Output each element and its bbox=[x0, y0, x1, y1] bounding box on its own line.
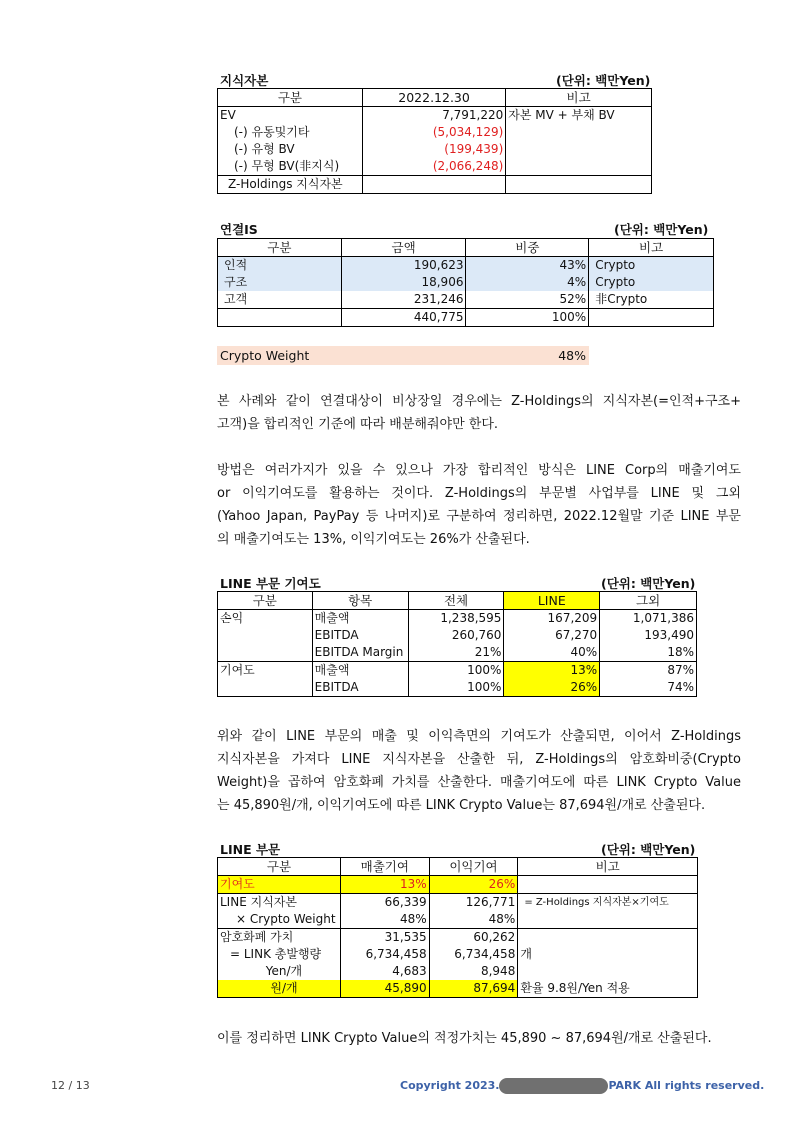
line-segment-unit: (단위: 백만Yen) bbox=[601, 842, 696, 857]
row-revenue: 66,339 bbox=[340, 894, 429, 912]
row-other: 1,071,386 bbox=[600, 610, 697, 628]
page-number: 12 / 13 bbox=[51, 1079, 90, 1092]
row-value: (2,066,248) bbox=[362, 158, 505, 176]
row-note bbox=[518, 963, 698, 980]
paragraph-line: 방법은 여러가지가 있을 수 있으나 가장 합리적인 방식은 LINE Corp의 매출기여도 bbox=[217, 463, 741, 478]
row-revenue: 13% bbox=[340, 876, 429, 894]
row-other: 87% bbox=[600, 662, 697, 680]
header-other: 그외 bbox=[600, 592, 697, 610]
header-share: 비중 bbox=[466, 239, 589, 257]
crypto-weight-label: Crypto Weight bbox=[220, 348, 310, 363]
line-segment-title: LINE 부문 bbox=[220, 842, 281, 857]
row-total: 1,238,595 bbox=[408, 610, 504, 628]
row-note: = Z-Holdings 지식자본×기여도 bbox=[518, 894, 698, 912]
row-label: (-) 유형 BV bbox=[218, 141, 363, 158]
row-other: 193,490 bbox=[600, 627, 697, 644]
header-category: 구분 bbox=[218, 858, 341, 876]
row-revenue: 48% bbox=[340, 911, 429, 929]
paragraph-line: 의 매출기여도는 13%, 이익기여도는 26%가 산출된다. bbox=[217, 532, 530, 547]
row-profit: 26% bbox=[429, 876, 518, 894]
row-label: = LINK 총발행량 bbox=[218, 946, 341, 963]
copyright-left: Copyright 2023. bbox=[400, 1079, 500, 1092]
row-amount: 440,775 bbox=[341, 309, 466, 327]
row-value: 7,791,220 bbox=[362, 107, 505, 125]
row-profit: 8,948 bbox=[429, 963, 518, 980]
paragraph-line: Weight)을 곱하여 암호화폐 가치를 산출한다. 매출기여도에 따른 LINK Crypto Value bbox=[217, 775, 741, 790]
row-note bbox=[506, 141, 652, 158]
header-category: 구분 bbox=[218, 89, 363, 107]
redaction-block bbox=[499, 1078, 608, 1094]
row-profit: 6,734,458 bbox=[429, 946, 518, 963]
line-contribution-unit: (단위: 백만Yen) bbox=[601, 576, 696, 591]
row-note: 非Crypto bbox=[589, 291, 714, 309]
row-share: 43% bbox=[466, 257, 589, 275]
row-item: 매출액 bbox=[312, 610, 408, 628]
header-line: LINE bbox=[504, 592, 600, 610]
row-share: 100% bbox=[466, 309, 589, 327]
row-total: 100% bbox=[408, 662, 504, 680]
paragraph-4: 이를 정리하면 LINK Crypto Value의 적정가치는 45,890 ~ 87,694원/개로 산출된다. bbox=[217, 1031, 712, 1046]
row-share: 4% bbox=[466, 274, 589, 291]
header-note: 비고 bbox=[589, 239, 714, 257]
row-amount: 190,623 bbox=[341, 257, 466, 275]
row-label: 구조 bbox=[218, 274, 342, 291]
row-revenue: 45,890 bbox=[340, 980, 429, 998]
row-label: 원/개 bbox=[218, 980, 341, 998]
consolidated-is-title: 연결IS bbox=[220, 222, 258, 237]
row-total: 21% bbox=[408, 644, 504, 662]
group-contribution: 기여도 bbox=[218, 662, 313, 697]
row-label bbox=[218, 309, 342, 327]
paragraph-line: 지식자본을 가져다 LINE 지식자본을 산출한 뒤, Z-Holdings의 암호화비중(Crypto bbox=[217, 752, 741, 767]
row-share: 52% bbox=[466, 291, 589, 309]
row-value bbox=[362, 176, 505, 194]
paragraph-2 bbox=[217, 459, 741, 551]
row-label: 인적 bbox=[218, 257, 342, 275]
header-category: 구분 bbox=[218, 592, 313, 610]
row-note: 개 bbox=[518, 946, 698, 963]
crypto-weight-bar bbox=[217, 346, 589, 365]
row-item: EBITDA Margin bbox=[312, 644, 408, 662]
row-revenue: 6,734,458 bbox=[340, 946, 429, 963]
row-note: Crypto bbox=[589, 257, 714, 275]
row-profit: 60,262 bbox=[429, 929, 518, 947]
header-category: 구분 bbox=[218, 239, 342, 257]
row-value: (5,034,129) bbox=[362, 124, 505, 141]
header-date: 2022.12.30 bbox=[362, 89, 505, 107]
paragraph-1 bbox=[217, 390, 741, 436]
header-profit-contrib: 이익기여 bbox=[429, 858, 518, 876]
row-total: 260,760 bbox=[408, 627, 504, 644]
row-revenue: 31,535 bbox=[340, 929, 429, 947]
row-label: 암호화폐 가치 bbox=[218, 929, 341, 947]
row-amount: 231,246 bbox=[341, 291, 466, 309]
paragraph-line: (Yahoo Japan, PayPay 등 나머지)로 구분하여 정리하면, 2022.12월말 기준 LINE 부문 bbox=[217, 509, 741, 524]
row-item: 매출액 bbox=[312, 662, 408, 680]
row-item: EBITDA bbox=[312, 627, 408, 644]
row-label: EV bbox=[218, 107, 363, 125]
line-contribution-table bbox=[217, 591, 697, 697]
row-amount: 18,906 bbox=[341, 274, 466, 291]
row-line: 67,270 bbox=[504, 627, 600, 644]
row-item: EBITDA bbox=[312, 679, 408, 697]
knowledge-capital-title: 지식자본 bbox=[220, 73, 269, 88]
header-note: 비고 bbox=[506, 89, 652, 107]
paragraph-line: 는 45,890원/개, 이익기여도에 따른 LINK Crypto Value는 87,694원/개로 산출된다. bbox=[217, 798, 706, 813]
row-line: 26% bbox=[504, 679, 600, 697]
header-amount: 금액 bbox=[341, 239, 466, 257]
header-note: 비고 bbox=[518, 858, 698, 876]
paragraph-line: or 이익기여도를 활용하는 것이다. Z-Holdings의 부문별 사업부를 LINE 및 그외 bbox=[217, 486, 741, 501]
row-note bbox=[518, 929, 698, 947]
consolidated-is-table bbox=[217, 238, 714, 327]
row-line: 40% bbox=[504, 644, 600, 662]
header-revenue-contrib: 매출기여 bbox=[340, 858, 429, 876]
row-profit: 126,771 bbox=[429, 894, 518, 912]
crypto-weight-value: 48% bbox=[558, 348, 586, 363]
row-note bbox=[518, 876, 698, 894]
row-note bbox=[506, 176, 652, 194]
row-label: × Crypto Weight bbox=[218, 911, 341, 929]
consolidated-is-unit: (단위: 백만Yen) bbox=[614, 222, 709, 237]
line-segment-table bbox=[217, 857, 698, 998]
row-label: Yen/개 bbox=[218, 963, 341, 980]
group-pnl: 손익 bbox=[218, 610, 313, 662]
row-profit: 48% bbox=[429, 911, 518, 929]
row-note: Crypto bbox=[589, 274, 714, 291]
row-label: 고객 bbox=[218, 291, 342, 309]
knowledge-capital-unit: (단위: 백만Yen) bbox=[556, 73, 651, 88]
row-other: 74% bbox=[600, 679, 697, 697]
row-label: Z-Holdings 지식자본 bbox=[218, 176, 363, 194]
row-note bbox=[506, 124, 652, 141]
row-note: 환율 9.8원/Yen 적용 bbox=[518, 980, 698, 998]
row-revenue: 4,683 bbox=[340, 963, 429, 980]
row-note bbox=[518, 911, 698, 929]
header-total: 전체 bbox=[408, 592, 504, 610]
line-contribution-title: LINE 부문 기여도 bbox=[220, 576, 321, 591]
header-item: 항목 bbox=[312, 592, 408, 610]
row-label: (-) 유동및기타 bbox=[218, 124, 363, 141]
row-note: 자본 MV + 부채 BV bbox=[506, 107, 652, 125]
row-other: 18% bbox=[600, 644, 697, 662]
row-label: LINE 지식자본 bbox=[218, 894, 341, 912]
row-label: 기여도 bbox=[218, 876, 341, 894]
copyright-right: PARK All rights reserved. bbox=[608, 1079, 765, 1092]
knowledge-capital-table bbox=[217, 88, 652, 194]
copyright bbox=[400, 1078, 764, 1094]
row-note bbox=[589, 309, 714, 327]
paragraph-line: 고객)을 합리적인 기준에 따라 배분해줘야만 한다. bbox=[217, 417, 499, 432]
row-label: (-) 무형 BV(非지식) bbox=[218, 158, 363, 176]
row-line: 13% bbox=[504, 662, 600, 680]
paragraph-line: 본 사례와 같이 연결대상이 비상장일 경우에는 Z-Holdings의 지식자본(=인적+구조+ bbox=[217, 394, 741, 409]
row-line: 167,209 bbox=[504, 610, 600, 628]
paragraph-3 bbox=[217, 725, 741, 817]
row-total: 100% bbox=[408, 679, 504, 697]
paragraph-line: 위와 같이 LINE 부문의 매출 및 이익측면의 기여도가 산출되면, 이어서 Z-Holdings bbox=[217, 729, 741, 744]
row-note bbox=[506, 158, 652, 176]
row-profit: 87,694 bbox=[429, 980, 518, 998]
row-value: (199,439) bbox=[362, 141, 505, 158]
